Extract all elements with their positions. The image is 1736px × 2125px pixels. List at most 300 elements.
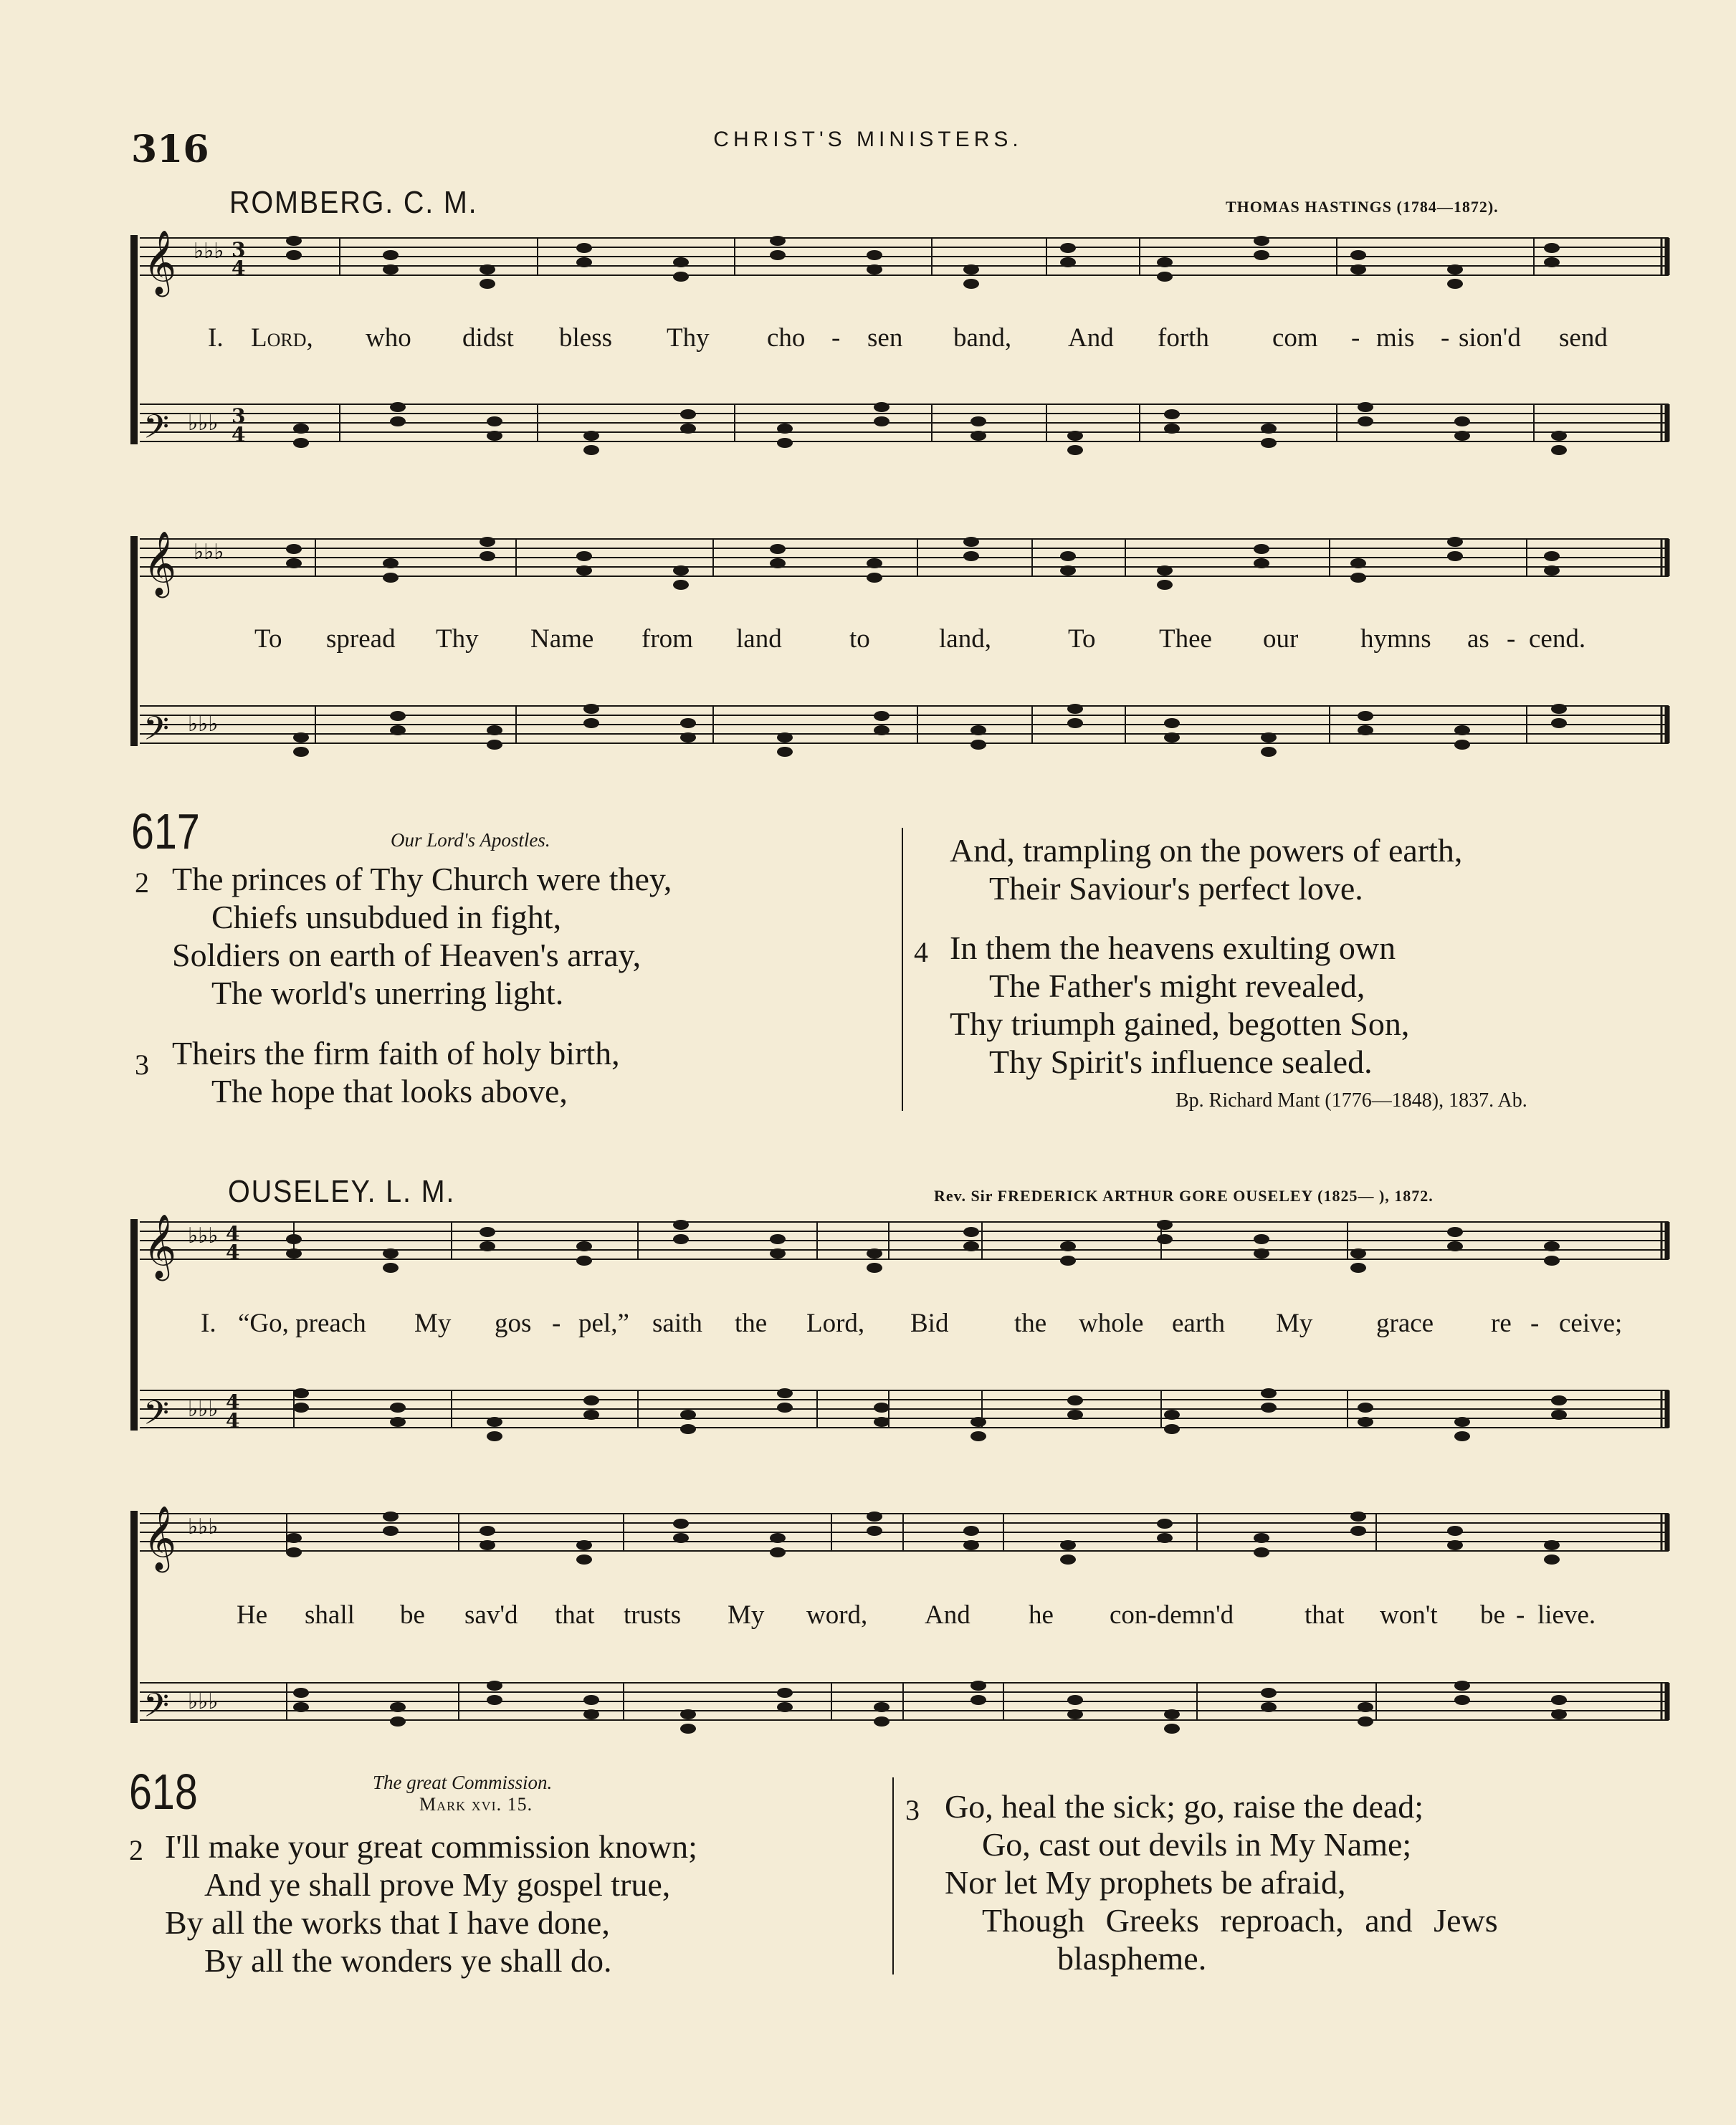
note-head [1164, 1724, 1180, 1734]
note-head [1067, 1395, 1083, 1405]
note-head [970, 725, 986, 735]
lyric-syllable: band, [953, 323, 1012, 353]
note-head [383, 1248, 399, 1259]
lyric-syllable: Thy [667, 323, 710, 353]
note-head [383, 1263, 399, 1273]
note-head [777, 1702, 793, 1712]
note-head [576, 257, 592, 267]
lyric-syllable: from [642, 624, 693, 654]
note-head [1261, 1403, 1277, 1413]
note-head [1350, 573, 1366, 583]
note-head [286, 558, 302, 568]
note-head [1447, 551, 1463, 561]
svg-text:♭♭♭: ♭♭♭ [188, 1397, 219, 1422]
note-head [1254, 558, 1269, 568]
lyric-syllable: to [849, 624, 870, 654]
lyric-syllable: con-demn'd [1110, 1600, 1234, 1630]
note-head [1551, 445, 1567, 455]
tune-name: OUSELEY. L. M. [228, 1174, 456, 1209]
note-head [583, 1395, 599, 1405]
note-head [1544, 551, 1560, 561]
note-head [874, 1716, 890, 1727]
note-head [1358, 402, 1373, 412]
note-head [963, 264, 979, 274]
note-head [1544, 243, 1560, 253]
lyric-syllable: that [555, 1600, 595, 1630]
note-head [1358, 1417, 1373, 1427]
note-head [1060, 243, 1076, 253]
note-head [583, 431, 599, 441]
note-head [1544, 1241, 1560, 1251]
lyric-syllable: mis [1376, 323, 1415, 353]
note-head [576, 551, 592, 561]
note-head [1060, 565, 1076, 576]
note-head [583, 1695, 599, 1705]
verse-line: The princes of Thy Church were they, [172, 861, 672, 897]
svg-text:𝄞: 𝄞 [143, 1506, 177, 1570]
note-head [970, 1417, 986, 1427]
lyric-syllable: cho [767, 323, 806, 353]
lyric-syllable: the [1014, 1309, 1047, 1338]
lyric-syllable: Thy [436, 624, 479, 654]
lyric-syllable: com [1272, 323, 1318, 353]
lyric-syllable: My [414, 1309, 452, 1338]
note-head [1254, 250, 1269, 260]
note-head [286, 250, 302, 260]
verse-line: The Father's might revealed, [989, 968, 1365, 1004]
lyric-syllable: saith [652, 1309, 702, 1338]
note-head [673, 1234, 689, 1244]
lyric-syllable: land, [939, 624, 991, 654]
note-head [1164, 409, 1180, 419]
verse-line: Though Greeks reproach, and Jews [982, 1902, 1498, 1939]
note-head [1358, 725, 1373, 735]
note-head [963, 1526, 979, 1536]
note-head [1261, 1388, 1277, 1398]
note-head [1551, 1410, 1567, 1420]
svg-text:𝄢: 𝄢 [143, 710, 170, 756]
note-head [874, 1403, 890, 1413]
svg-text:♭♭♭: ♭♭♭ [194, 239, 224, 264]
note-head [680, 1424, 696, 1434]
lyric-syllable: - [831, 323, 841, 353]
note-head [867, 1263, 882, 1273]
note-head [770, 250, 786, 260]
svg-text:4: 4 [226, 1222, 240, 1246]
attribution: Bp. Richard Mant (1776—1848), 1837. Ab. [1175, 1089, 1527, 1112]
svg-text:♭♭♭: ♭♭♭ [188, 411, 219, 436]
note-head [487, 740, 502, 750]
verse-line: The hope that looks above, [211, 1073, 568, 1109]
lyric-syllable: he [1029, 1600, 1054, 1630]
note-head [293, 1688, 309, 1698]
lyric-syllable: - [1441, 323, 1450, 353]
note-head [1551, 704, 1567, 714]
hymn-title: The great Commission. [373, 1772, 553, 1793]
lyric-syllable: trusts [624, 1600, 682, 1630]
note-head [1551, 431, 1567, 441]
note-head [583, 704, 599, 714]
note-head [777, 747, 793, 757]
note-head [1060, 1241, 1076, 1251]
note-head [286, 544, 302, 554]
verse-line: Chiefs unsubdued in fight, [211, 899, 562, 935]
note-head [383, 264, 399, 274]
note-head [874, 711, 890, 721]
note-head [1350, 1248, 1366, 1259]
lyric-syllable: pel,” [578, 1309, 629, 1338]
note-head [1067, 1410, 1083, 1420]
note-head [1261, 747, 1277, 757]
hymn-title: Our Lord's Apostles. [391, 829, 550, 851]
verse-line: Soldiers on earth of Heaven's array, [172, 937, 642, 973]
note-head [1060, 1256, 1076, 1266]
lyric-syllable: lieve. [1537, 1600, 1596, 1630]
verse-line: Theirs the firm faith of holy birth, [172, 1035, 620, 1071]
note-head [1350, 1263, 1366, 1273]
svg-text:4: 4 [232, 257, 246, 280]
note-head [770, 1533, 786, 1543]
note-head [480, 537, 495, 547]
note-head [1454, 1681, 1470, 1691]
note-head [680, 732, 696, 742]
note-head [480, 551, 495, 561]
svg-text:♭♭♭: ♭♭♭ [188, 1223, 219, 1248]
note-head [970, 1681, 986, 1691]
svg-text:4: 4 [226, 1241, 240, 1264]
note-head [1544, 565, 1560, 576]
note-head [1067, 1709, 1083, 1719]
lyric-syllable: send [1559, 323, 1608, 353]
verse-line: Thy triumph gained, begotten Son, [950, 1006, 1410, 1042]
lyric-syllable: didst [462, 323, 514, 353]
note-head [1454, 1417, 1470, 1427]
hymn-number: 618 [129, 1764, 198, 1820]
note-head [777, 1388, 793, 1398]
lyric-syllable: bless [559, 323, 612, 353]
note-head [770, 544, 786, 554]
note-head [680, 409, 696, 419]
verse-line: I'll make your great commission known; [165, 1828, 697, 1865]
svg-text:𝄞: 𝄞 [143, 230, 177, 295]
note-head [1067, 445, 1083, 455]
note-head [480, 1241, 495, 1251]
note-head [673, 257, 689, 267]
scripture-reference: Mark xvi. 15. [419, 1794, 533, 1815]
note-head [1164, 718, 1180, 728]
note-head [1358, 1702, 1373, 1712]
lyric-syllable: won't [1380, 1600, 1438, 1630]
lyric-syllable: Thee [1159, 624, 1212, 654]
note-head [1164, 732, 1180, 742]
note-head [390, 1403, 406, 1413]
lyric-syllable: - [1507, 624, 1516, 654]
note-head [286, 1234, 302, 1244]
lyric-syllable: - [552, 1309, 561, 1338]
note-head [390, 1417, 406, 1427]
verse-number: 3 [135, 1049, 149, 1081]
note-head [1164, 1709, 1180, 1719]
lyric-syllable: be [1480, 1600, 1505, 1630]
note-head [1551, 1395, 1567, 1405]
svg-text:4: 4 [232, 423, 246, 447]
note-head [777, 1403, 793, 1413]
lyric-syllable: Name [530, 624, 594, 654]
note-head [383, 573, 399, 583]
note-head [480, 1540, 495, 1550]
lyric-syllable: who [366, 323, 411, 353]
note-head [487, 431, 502, 441]
note-head [1447, 1227, 1463, 1237]
note-head [480, 279, 495, 289]
note-head [286, 236, 302, 246]
note-head [487, 725, 502, 735]
hymn-number: 617 [131, 803, 200, 859]
lyric-syllable: shall [305, 1600, 355, 1630]
note-head [286, 1533, 302, 1543]
note-head [390, 402, 406, 412]
note-head [293, 1403, 309, 1413]
svg-text:𝄢: 𝄢 [143, 408, 170, 454]
note-head [673, 1533, 689, 1543]
note-head [770, 236, 786, 246]
lyric-syllable: I. [201, 1309, 216, 1338]
lyric-syllable: hymns [1360, 624, 1431, 654]
note-head [1454, 725, 1470, 735]
note-head [1544, 1555, 1560, 1565]
note-head [970, 1431, 986, 1441]
note-head [1157, 1533, 1173, 1543]
note-head [1067, 1695, 1083, 1705]
note-head [1358, 1716, 1373, 1727]
lyric-syllable: whole [1079, 1309, 1144, 1338]
note-head [480, 1526, 495, 1536]
note-head [383, 250, 399, 260]
verse-number: 4 [914, 936, 928, 968]
note-head [1447, 264, 1463, 274]
note-head [680, 424, 696, 434]
note-head [1254, 236, 1269, 246]
lyric-syllable: He [237, 1600, 268, 1630]
note-head [1454, 1695, 1470, 1705]
note-head [963, 1227, 979, 1237]
note-head [1067, 718, 1083, 728]
note-head [673, 1220, 689, 1230]
note-head [673, 580, 689, 590]
note-head [1447, 1526, 1463, 1536]
note-head [583, 718, 599, 728]
note-head [1350, 558, 1366, 568]
note-head [770, 1248, 786, 1259]
note-head [1447, 279, 1463, 289]
note-head [963, 551, 979, 561]
verse-line: By all the wonders ye shall do. [204, 1942, 612, 1979]
note-head [390, 725, 406, 735]
note-head [673, 565, 689, 576]
note-head [293, 1388, 309, 1398]
note-head [680, 718, 696, 728]
note-head [390, 1716, 406, 1727]
verse-line: And, trampling on the powers of earth, [950, 832, 1463, 869]
note-head [1060, 551, 1076, 561]
note-head [487, 416, 502, 426]
lyric-syllable: ceive; [1559, 1309, 1623, 1338]
note-head [1157, 565, 1173, 576]
note-head [1261, 1702, 1277, 1712]
note-head [680, 1724, 696, 1734]
verse-line: In them the heavens exulting own [950, 930, 1396, 966]
note-head [1551, 718, 1567, 728]
note-head [1261, 424, 1277, 434]
note-head [1261, 438, 1277, 448]
note-head [867, 558, 882, 568]
note-head [1454, 431, 1470, 441]
note-head [867, 264, 882, 274]
lyric-syllable: sion'd [1459, 323, 1521, 353]
note-head [1261, 732, 1277, 742]
lyric-syllable: And [925, 1600, 970, 1630]
note-head [383, 558, 399, 568]
note-head [1254, 1234, 1269, 1244]
note-head [1254, 1547, 1269, 1557]
note-head [390, 416, 406, 426]
verse-line: Thy Spirit's influence sealed. [989, 1044, 1373, 1080]
running-head: CHRIST'S MINISTERS. [713, 128, 1023, 151]
note-head [963, 537, 979, 547]
note-head [1067, 704, 1083, 714]
verse-number: 3 [905, 1794, 920, 1826]
lyric-syllable: - [1530, 1309, 1540, 1338]
note-head [1060, 257, 1076, 267]
note-head [293, 438, 309, 448]
note-head [1060, 1555, 1076, 1565]
note-head [1350, 1526, 1366, 1536]
note-head [576, 565, 592, 576]
note-head [286, 1248, 302, 1259]
note-head [1164, 1410, 1180, 1420]
lyric-syllable: grace [1376, 1309, 1434, 1338]
column-divider [892, 1777, 894, 1974]
note-head [970, 431, 986, 441]
svg-text:4: 4 [226, 1409, 240, 1433]
svg-text:♭♭♭: ♭♭♭ [188, 1514, 219, 1539]
note-head [1157, 1519, 1173, 1529]
note-head [867, 1248, 882, 1259]
lyric-syllable: My [728, 1600, 765, 1630]
lyric-syllable: land [736, 624, 782, 654]
lyric-syllable: And [1068, 323, 1114, 353]
lyric-syllable: - [1516, 1600, 1525, 1630]
note-head [970, 1695, 986, 1705]
note-head [1447, 537, 1463, 547]
note-head [777, 424, 793, 434]
note-head [963, 1540, 979, 1550]
note-head [383, 1512, 399, 1522]
note-head [293, 747, 309, 757]
lyric-syllable: our [1263, 624, 1299, 654]
note-head [1454, 740, 1470, 750]
note-head [1551, 1709, 1567, 1719]
lyric-syllable: as [1467, 624, 1489, 654]
lyric-syllable: - [1351, 323, 1360, 353]
lyric-syllable: re [1491, 1309, 1512, 1338]
lyric-syllable: I. [208, 323, 224, 353]
composer-credit: Rev. Sir FREDERICK ARTHUR GORE OUSELEY (1825— ), 1872. [934, 1187, 1434, 1205]
note-head [777, 438, 793, 448]
svg-text:3: 3 [232, 404, 246, 428]
note-head [874, 416, 890, 426]
note-head [487, 1695, 502, 1705]
note-head [777, 1688, 793, 1698]
note-head [1157, 272, 1173, 282]
note-head [867, 1512, 882, 1522]
note-head [1157, 1234, 1173, 1244]
note-head [963, 1241, 979, 1251]
lyric-syllable: sav'd [464, 1600, 518, 1630]
note-head [1164, 1424, 1180, 1434]
note-head [777, 732, 793, 742]
verse-number: 2 [135, 866, 149, 899]
note-head [1544, 1540, 1560, 1550]
note-head [576, 1241, 592, 1251]
note-head [1254, 1248, 1269, 1259]
note-head [1454, 1431, 1470, 1441]
lyric-syllable: sen [867, 323, 903, 353]
note-head [390, 1702, 406, 1712]
verse-line: Nor let My prophets be afraid, [945, 1864, 1346, 1901]
svg-text:♭♭♭: ♭♭♭ [194, 540, 224, 565]
note-head [770, 1234, 786, 1244]
note-head [293, 424, 309, 434]
note-head [480, 264, 495, 274]
note-head [1060, 1540, 1076, 1550]
column-divider [902, 828, 903, 1111]
svg-text:𝄢: 𝄢 [143, 1394, 170, 1441]
svg-text:𝄞: 𝄞 [143, 531, 177, 596]
note-head [680, 1709, 696, 1719]
note-head [867, 1526, 882, 1536]
note-head [1454, 416, 1470, 426]
note-head [293, 732, 309, 742]
note-head [1544, 1256, 1560, 1266]
note-head [1164, 424, 1180, 434]
note-head [867, 573, 882, 583]
note-head [970, 416, 986, 426]
note-head [583, 445, 599, 455]
note-head [583, 1709, 599, 1719]
lyric-syllable: be [400, 1600, 425, 1630]
note-head [1254, 544, 1269, 554]
note-head [1551, 1695, 1567, 1705]
verse-line: blaspheme. [1057, 1940, 1207, 1977]
note-head [770, 1547, 786, 1557]
svg-text:3: 3 [232, 238, 246, 262]
lyric-syllable: Lord, [806, 1309, 865, 1338]
lyric-syllable: word, [806, 1600, 868, 1630]
lyric-syllable: spread [326, 624, 396, 654]
note-head [1358, 416, 1373, 426]
note-head [286, 1547, 302, 1557]
note-head [874, 1702, 890, 1712]
note-head [1261, 1688, 1277, 1698]
lyric-syllable: My [1276, 1309, 1313, 1338]
note-head [576, 243, 592, 253]
note-head [867, 250, 882, 260]
svg-text:♭♭♭: ♭♭♭ [188, 712, 219, 737]
note-head [1157, 1220, 1173, 1230]
note-head [1157, 580, 1173, 590]
note-head [680, 1410, 696, 1420]
